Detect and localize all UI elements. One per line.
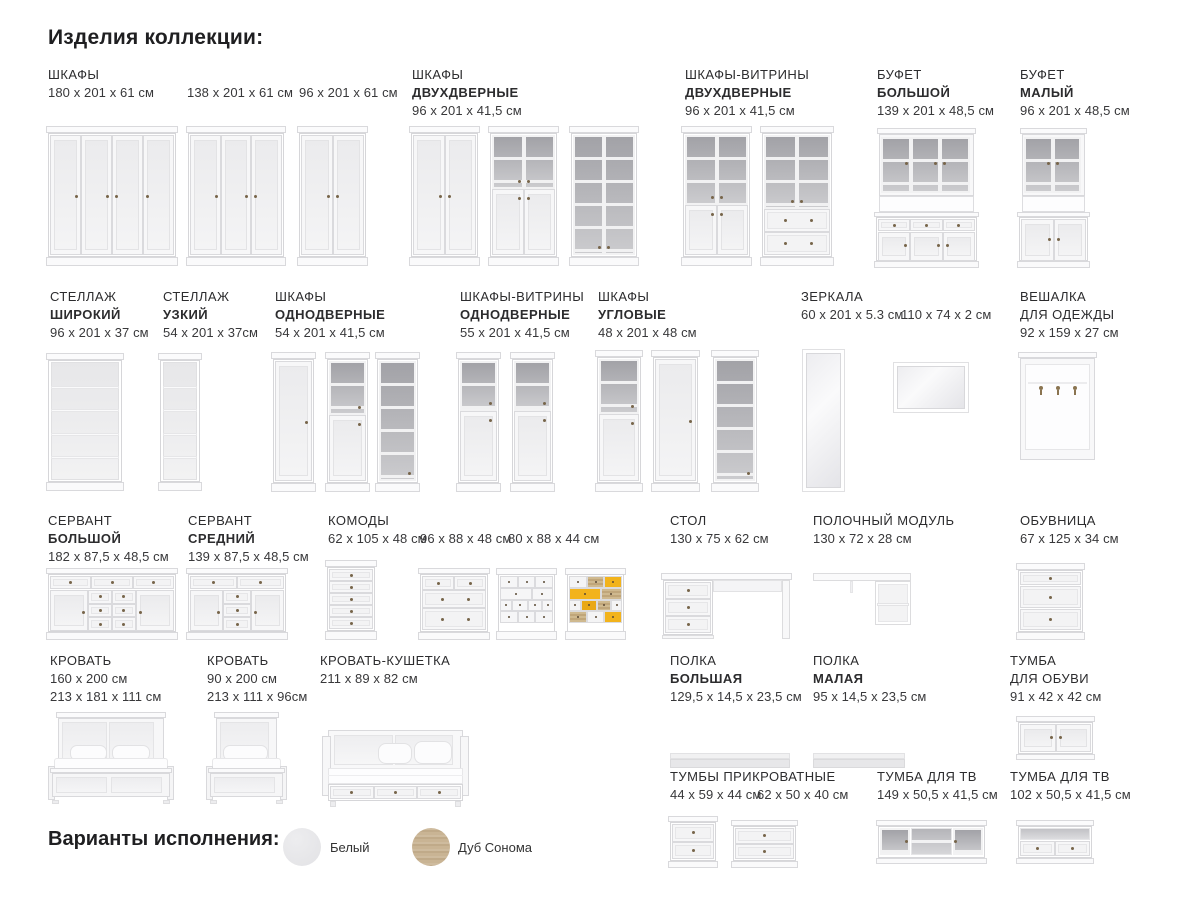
product-sizes: 180 x 201 x 61 см 138 x 201 x 61 см 96 x 201 x 61 см: [48, 85, 398, 100]
bed-single-image: [208, 712, 285, 804]
cabinet-1-door-glass-image: [377, 352, 418, 492]
cabinet-2-door-solid-image: [411, 126, 478, 266]
mirror-tall-image: [802, 349, 845, 492]
product-name-2: СРЕДНИЙ: [188, 531, 256, 546]
product-name: ТУМБА ДЛЯ ТВ: [1010, 769, 1110, 784]
corner-cabinet-glass-image: [713, 350, 757, 492]
label-tv-small: ТУМБА ДЛЯ ТВ 102 x 50,5 x 41,5 см: [1010, 769, 1131, 802]
product-name: ПОЛОЧНЫЙ МОДУЛЬ: [813, 513, 955, 528]
label-vitrines-1door: ШКАФЫ-ВИТРИНЫ ОДНОДВЕРНЫЕ 55 x 201 x 41,5 см: [460, 289, 585, 340]
chest-multi-drawer-colored-image: [567, 568, 624, 640]
product-name: ТУМБА: [1010, 653, 1057, 668]
product-name: СТЕЛЛАЖ: [50, 289, 117, 304]
product-name: ШКАФЫ: [598, 289, 650, 304]
product-name: КРОВАТЬ: [50, 653, 112, 668]
product-name: КОМОДЫ: [328, 513, 390, 528]
product-sizes: 44 x 59 x 44 см 62 x 50 x 40 см: [670, 787, 849, 802]
chest-4-drawer-image: [420, 568, 488, 640]
vitrine-1-door-a-image: [458, 352, 499, 492]
shoe-cabinet-wall-image: [1018, 716, 1093, 760]
page-title: Изделия коллекции:: [48, 26, 264, 49]
product-name: ШКАФЫ-ВИТРИНЫ: [685, 67, 810, 82]
label-shelf-module: ПОЛОЧНЫЙ МОДУЛЬ 130 x 72 x 28 см: [813, 513, 955, 546]
product-name: ШКАФЫ: [48, 67, 100, 82]
rack-narrow-image: [160, 353, 200, 491]
product-name-2: МАЛЫЙ: [1020, 85, 1074, 100]
wall-shelf-big-image: [670, 753, 790, 768]
label-rack-narrow: СТЕЛЛАЖ УЗКИЙ 54 x 201 x 37см: [163, 289, 258, 340]
tv-stand-small-image: [1018, 820, 1092, 864]
product-name: ШКАФЫ: [412, 67, 464, 82]
label-sideboard-mid: СЕРВАНТ СРЕДНИЙ 139 x 87,5 x 48,5 см: [188, 513, 309, 564]
product-name: БУФЕТ: [1020, 67, 1065, 82]
product-name-2: МАЛАЯ: [813, 671, 864, 686]
product-name: ТУМБЫ ПРИКРОВАТНЫЕ: [670, 769, 836, 784]
product-name-2: УГЛОВЫЕ: [598, 307, 667, 322]
product-name: ОБУВНИЦА: [1020, 513, 1096, 528]
wardrobe-2-door-image: [299, 126, 366, 266]
product-name: СТОЛ: [670, 513, 707, 528]
vitrine-1-door-b-image: [512, 352, 553, 492]
label-buffet-big: БУФЕТ БОЛЬШОЙ 139 x 201 x 48,5 см: [877, 67, 995, 118]
chest-multi-drawer-white-image: [498, 568, 555, 640]
product-name-2: ДЛЯ ОБУВИ: [1010, 671, 1090, 686]
buffet-big-image: [876, 128, 977, 268]
swatch-label: Белый: [330, 840, 370, 855]
product-name-2: УЗКИЙ: [163, 307, 209, 322]
label-vitrines-2door: ШКАФЫ-ВИТРИНЫ ДВУХДВЕРНЫЕ 96 x 201 x 41,5 см: [685, 67, 810, 118]
nightstand-small-image: [670, 816, 716, 868]
product-name: ПОЛКА: [670, 653, 717, 668]
label-wardrobes-corner: ШКАФЫ УГЛОВЫЕ 48 x 201 x 48 см: [598, 289, 697, 340]
label-coatrack: ВЕШАЛКА ДЛЯ ОДЕЖДЫ 92 x 159 x 27 см: [1020, 289, 1119, 340]
shelf-module-image: [813, 573, 911, 625]
cabinet-2-door-glass-image: [571, 126, 637, 266]
sideboard-mid-image: [188, 568, 286, 640]
coat-rack-image: [1020, 352, 1095, 460]
chest-5-drawer-image: [327, 560, 375, 640]
label-tv-big: ТУМБА ДЛЯ ТВ 149 x 50,5 x 41,5 см: [877, 769, 998, 802]
vitrine-2-door-half-glass-image: [683, 126, 750, 266]
corner-cabinet-solid-image: [653, 350, 698, 492]
product-name-2: ДЛЯ ОДЕЖДЫ: [1020, 307, 1115, 322]
product-name: СЕРВАНТ: [188, 513, 253, 528]
desk-image: [663, 573, 790, 639]
label-buffet-small: БУФЕТ МАЛЫЙ 96 x 201 x 48,5 см: [1020, 67, 1130, 118]
cabinet-1-door-solid-image: [273, 352, 314, 492]
mirror-wide-image: [893, 362, 969, 413]
sideboard-big-image: [48, 568, 176, 640]
product-name: КРОВАТЬ-КУШЕТКА: [320, 653, 451, 668]
product-name: СЕРВАНТ: [48, 513, 113, 528]
label-shelf-small: ПОЛКА МАЛАЯ 95 x 14,5 x 23,5 см: [813, 653, 927, 704]
vitrine-2-door-drawers-image: [762, 126, 832, 266]
product-name-2: ДВУХДВЕРНЫЕ: [412, 85, 519, 100]
product-name: ЗЕРКАЛА: [801, 289, 864, 304]
product-name-2: БОЛЬШАЯ: [670, 671, 743, 686]
label-tumba-shoes: ТУМБА ДЛЯ ОБУВИ 91 x 42 x 42 см: [1010, 653, 1102, 704]
label-shelf-big: ПОЛКА БОЛЬШАЯ 129,5 x 14,5 x 23,5 см: [670, 653, 802, 704]
daybed-image: [322, 730, 469, 807]
tv-stand-big-image: [878, 820, 985, 864]
label-rack-wide: СТЕЛЛАЖ ШИРОКИЙ 96 x 201 x 37 см: [50, 289, 149, 340]
product-name: БУФЕТ: [877, 67, 922, 82]
label-stol: СТОЛ 130 x 75 x 62 см: [670, 513, 769, 546]
product-name: ШКАФЫ-ВИТРИНЫ: [460, 289, 585, 304]
cabinet-1-door-half-glass-image: [327, 352, 368, 492]
shoe-cabinet-tall-image: [1018, 563, 1083, 640]
label-wardrobes-2door: ШКАФЫ ДВУХДВЕРНЫЕ 96 x 201 x 41,5 см: [412, 67, 522, 118]
product-name: КРОВАТЬ: [207, 653, 269, 668]
variants-title: Варианты исполнения:: [48, 828, 280, 850]
product-name-2: ДВУХДВЕРНЫЕ: [685, 85, 792, 100]
label-daybed: КРОВАТЬ-КУШЕТКА 211 x 89 x 82 см: [320, 653, 451, 686]
product-name: ШКАФЫ: [275, 289, 327, 304]
swatch-label: Дуб Сонома: [458, 840, 532, 855]
product-name-2: БОЛЬШОЙ: [48, 531, 122, 546]
label-obuvnitsa: ОБУВНИЦА 67 x 125 x 34 см: [1020, 513, 1119, 546]
product-sizes: 62 x 105 x 48 см 96 x 88 x 48 см 80 x 88 x 44 см: [328, 531, 600, 546]
wall-shelf-small-image: [813, 753, 905, 768]
product-name: ТУМБА ДЛЯ ТВ: [877, 769, 977, 784]
product-name-2: БОЛЬШОЙ: [877, 85, 951, 100]
product-name: ВЕШАЛКА: [1020, 289, 1087, 304]
label-bed-90: КРОВАТЬ 90 x 200 см 213 x 111 x 96см: [207, 653, 308, 704]
label-bed-160: КРОВАТЬ 160 x 200 см 213 x 181 x 111 см: [50, 653, 162, 704]
bed-double-image: [50, 712, 172, 804]
wardrobe-4-door-image: [48, 126, 176, 266]
product-name: ПОЛКА: [813, 653, 860, 668]
cabinet-2-door-half-glass-image: [490, 126, 557, 266]
buffet-small-image: [1019, 128, 1088, 268]
product-name-2: ШИРОКИЙ: [50, 307, 121, 322]
label-wardrobes-1door: ШКАФЫ ОДНОДВЕРНЫЕ 54 x 201 x 41,5 см: [275, 289, 386, 340]
nightstand-big-image: [733, 820, 796, 868]
corner-cabinet-half-glass-image: [597, 350, 641, 492]
product-name-2: ОДНОДВЕРНЫЕ: [275, 307, 386, 322]
rack-wide-image: [48, 353, 122, 491]
product-sizes: 60 x 201 x 5.3 см 110 x 74 x 2 см: [801, 307, 992, 322]
product-name: СТЕЛЛАЖ: [163, 289, 230, 304]
product-name-2: ОДНОДВЕРНЫЕ: [460, 307, 571, 322]
wardrobe-3-door-image: [188, 126, 284, 266]
label-sideboard-big: СЕРВАНТ БОЛЬШОЙ 182 x 87,5 x 48,5 см: [48, 513, 169, 564]
